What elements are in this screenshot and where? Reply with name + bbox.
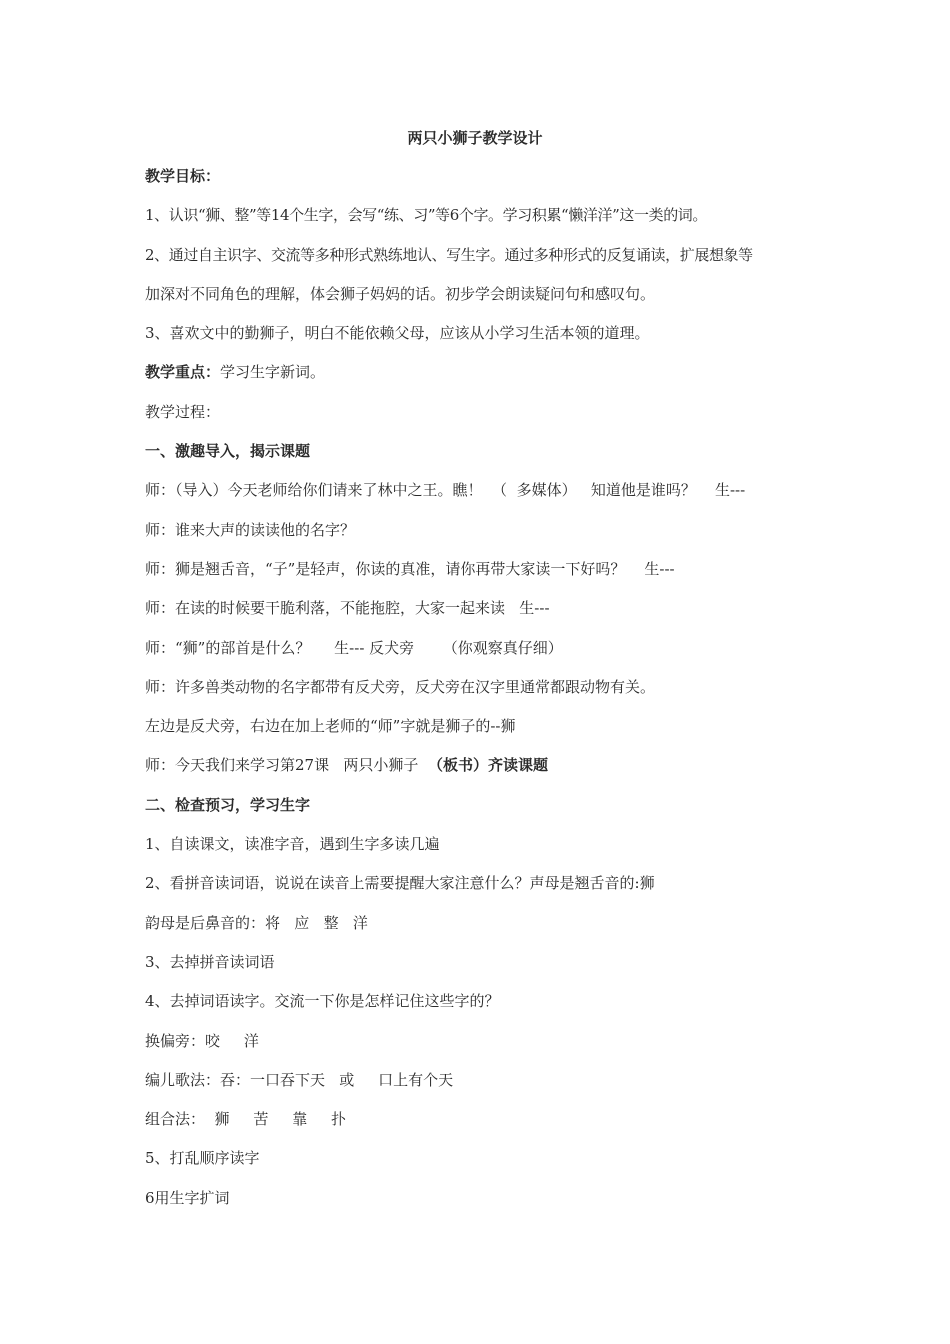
section-2-line-2: 2、看拼音读词语，说说在读音上需要提醒大家注意什么？声母是翘舌音的:狮 — [145, 874, 655, 893]
section-2-line-7: 编儿歌法：吞：一口吞下天 或 口上有个天 — [145, 1070, 454, 1089]
section-2-line-3: 韵母是后鼻音的：将 应 整 洋 — [145, 913, 368, 932]
goals-heading: 教学目标： — [145, 167, 221, 185]
section-2-line-6: 换偏旁：咬 洋 — [145, 1031, 259, 1050]
lesson-intro-text: 师：今天我们来学习第27课 两只小狮子 — [145, 756, 428, 775]
section-2-line-10: 6用生字扩词 — [145, 1188, 230, 1207]
process-heading: 教学过程： — [145, 402, 221, 421]
focus-label: 教学重点： — [145, 363, 221, 382]
page-title: 两只小狮子教学设计 — [407, 129, 543, 147]
goal-2-line-1: 2、通过自主识字、交流等多种形式熟练地认、写生字。通过多种形式的反复诵读，扩展想象等 — [145, 245, 753, 264]
section-1-heading: 一、激趣导入，揭示课题 — [145, 442, 311, 461]
section-2-line-1: 1、自读课文，读准字音，遇到生字多读几遍 — [145, 835, 440, 854]
section-1-line-3: 师：狮是翘舌音，“子”是轻声，你读的真准，请你再带大家读一下好吗？ 生--- — [145, 559, 675, 578]
section-1-line-1: 师：（导入）今天老师给你们请来了林中之王。瞧！ （ 多媒体） 知道他是谁吗？ 生--- — [145, 481, 746, 500]
section-2-heading: 二、检查预习，学习生字 — [145, 795, 311, 814]
section-1-line-8 — [145, 755, 815, 775]
focus-line — [145, 362, 815, 382]
section-2-line-5: 4、去掉词语读字。交流一下你是怎样记住这些字的？ — [145, 992, 500, 1011]
goal-3: 3、喜欢文中的勤狮子，明白不能依赖父母，应该从小学习生活本领的道理。 — [145, 324, 650, 343]
board-note: （板书）齐读课题 — [427, 756, 548, 775]
section-1-line-4: 师：在读的时候要干脆利落，不能拖腔，大家一起来读 生--- — [145, 599, 550, 618]
document-body — [145, 166, 815, 1227]
section-1-line-7: 左边是反犬旁，右边在加上老师的“师”字就是狮子的--狮 — [145, 717, 516, 736]
section-2-line-8: 组合法： 狮 苦 靠 扑 — [145, 1110, 347, 1129]
goal-2-line-2: 加深对不同角色的理解，体会狮子妈妈的话。初步学会朗读疑问句和感叹句。 — [145, 284, 656, 303]
focus-text: 学习生字新词。 — [220, 363, 326, 382]
section-1-line-2: 师：谁来大声的读读他的名字？ — [145, 520, 356, 539]
section-2-line-9: 5、打乱顺序读字 — [145, 1149, 260, 1168]
section-2-line-4: 3、去掉拼音读词语 — [145, 952, 275, 971]
goal-1: 1、认识“狮、整”等14个生字，会写“练、习”等6个字。学习积累“懒洋洋”这一类的词。 — [145, 206, 707, 225]
section-1-line-5: 师：“狮”的部首是什么？ 生--- 反犬旁 （你观察真仔细） — [145, 638, 563, 657]
section-1-line-6: 师：许多兽类动物的名字都带有反犬旁，反犬旁在汉字里通常都跟动物有关。 — [145, 677, 656, 696]
